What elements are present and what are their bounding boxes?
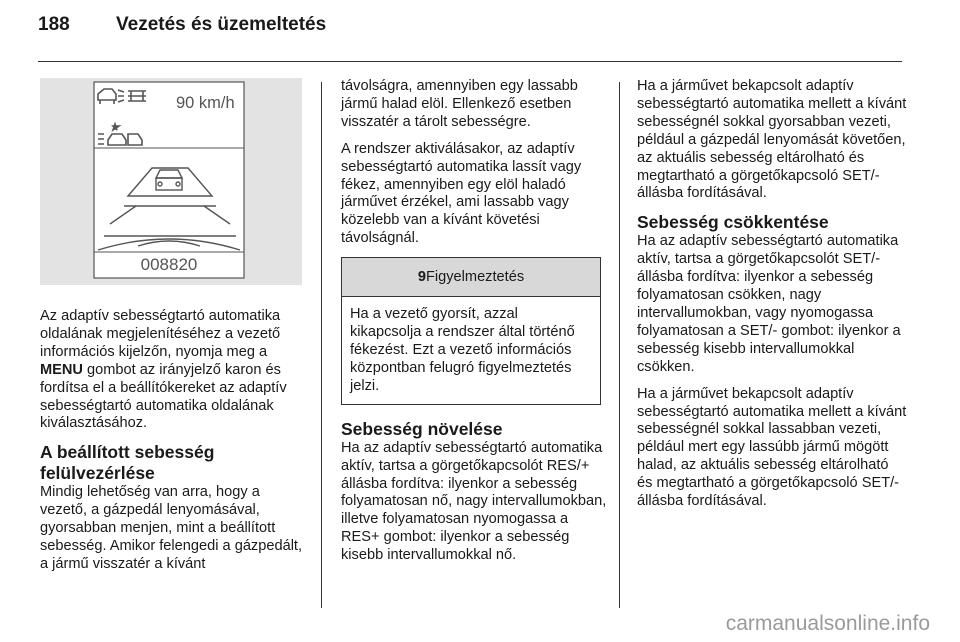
odometer-readout: 008820: [140, 255, 198, 274]
page-header: [38, 14, 326, 36]
menu-button-label: MENU: [40, 361, 83, 378]
warning-title: Figyelmeztetés: [425, 269, 525, 286]
column-3: [637, 78, 907, 520]
section-heading: Sebesség növelése: [341, 418, 503, 439]
paragraph: [40, 308, 306, 433]
text-run: gombot az irányjelző karon és fordítsa el a beállítókereket az adaptív sebességtartó automatika oldalának kiválasztásához.: [40, 361, 287, 432]
paragraph: Ha az adaptív sebességtartó automatika aktív, tartsa a görgetőkapcsolót RES/+ állásba fordítva: ilyenkor a sebesség folyamatosan nő, nagy intervallumokban, illetve folyamatosan nyomogassa a RES+ gombot: ilyenkor a sebesség kisebb intervallumokkal nő.: [341, 439, 607, 564]
paragraph: Mindig lehetőség van arra, hogy a vezető, a gázpedál lenyomásával, gyorsabban menjen, mint a beállított sebesség. Amikor felengedi a gázpedált, a jármű visszatér a kívánt: [40, 484, 303, 572]
speed-readout: 90 km/h: [176, 94, 235, 112]
text-run: Az adaptív sebességtartó automatika oldalának megjelenítéséhez a vezető információs kijelzőn, nyomja meg a: [40, 308, 281, 360]
cluster-display-illustration: [40, 78, 302, 285]
column-2: [341, 78, 607, 574]
column-divider-1: [321, 82, 322, 608]
cluster-display-figure: [40, 78, 302, 285]
paragraph: Ha a járművet bekapcsolt adaptív sebességtartó automatika mellett a kívánt sebességnél sokkal gyorsabban vezeti, például a gázpedál lenyomását követően, az aktuális sebesség eltárolható és megtartható a görgetőkapcsoló SET/- állásba fordításával.: [637, 78, 907, 202]
column-1: [40, 78, 306, 583]
page-number: 188: [38, 14, 70, 35]
section-heading: Sebesség csökkentése: [637, 212, 829, 233]
paragraph: távolságra, amennyiben egy lassabb jármű halad elöl. Ellenkező esetben visszatér a tárolt sebességre.: [341, 78, 578, 130]
warning-text: Ha a vezető gyorsít, azzal kikapcsolja a rendszer által történő fékezést. Ezt a vezető információs központban felugró figyelmeztetés jelzi.: [350, 306, 575, 394]
paragraph: Ha a járművet bekapcsolt adaptív sebességtartó automatika mellett a kívánt sebességnél sokkal lassabban vezeti, például mert egy lassúbb jármű mögött halad, az aktuális sebesség eltárolható és megtartható a görgetőkapcsoló SET/- állásba fordításával.: [637, 385, 907, 510]
warning-icon: 9: [417, 269, 426, 286]
warning-header: [342, 258, 600, 297]
paragraph: A rendszer aktiválásakor, az adaptív sebességtartó automatika lassít vagy fékez, amennyiben egy elöl haladó járművet érzékel, ami lassabb vagy közelebb van a kívánt követési távolságnál.: [341, 140, 582, 247]
header-rule: [38, 61, 902, 62]
warning-box: [341, 257, 601, 405]
column-divider-2: [619, 82, 620, 608]
page-title: Vezetés és üzemeltetés: [116, 14, 327, 35]
section-heading: A beállított sebesség felülvezérlése: [40, 442, 215, 484]
watermark: carmanualsonline.info: [725, 612, 930, 635]
paragraph: Ha az adaptív sebességtartó automatika aktív, tartsa a görgetőkapcsolót SET/- állásba fordítva: ilyenkor a sebesség folyamatosan csökken, nagy intervallumokban, vagy nyomogassa folyamatosan a SET/- gombot: ilyenkor a sebesség kisebb intervallumokkal csökken.: [637, 233, 901, 375]
